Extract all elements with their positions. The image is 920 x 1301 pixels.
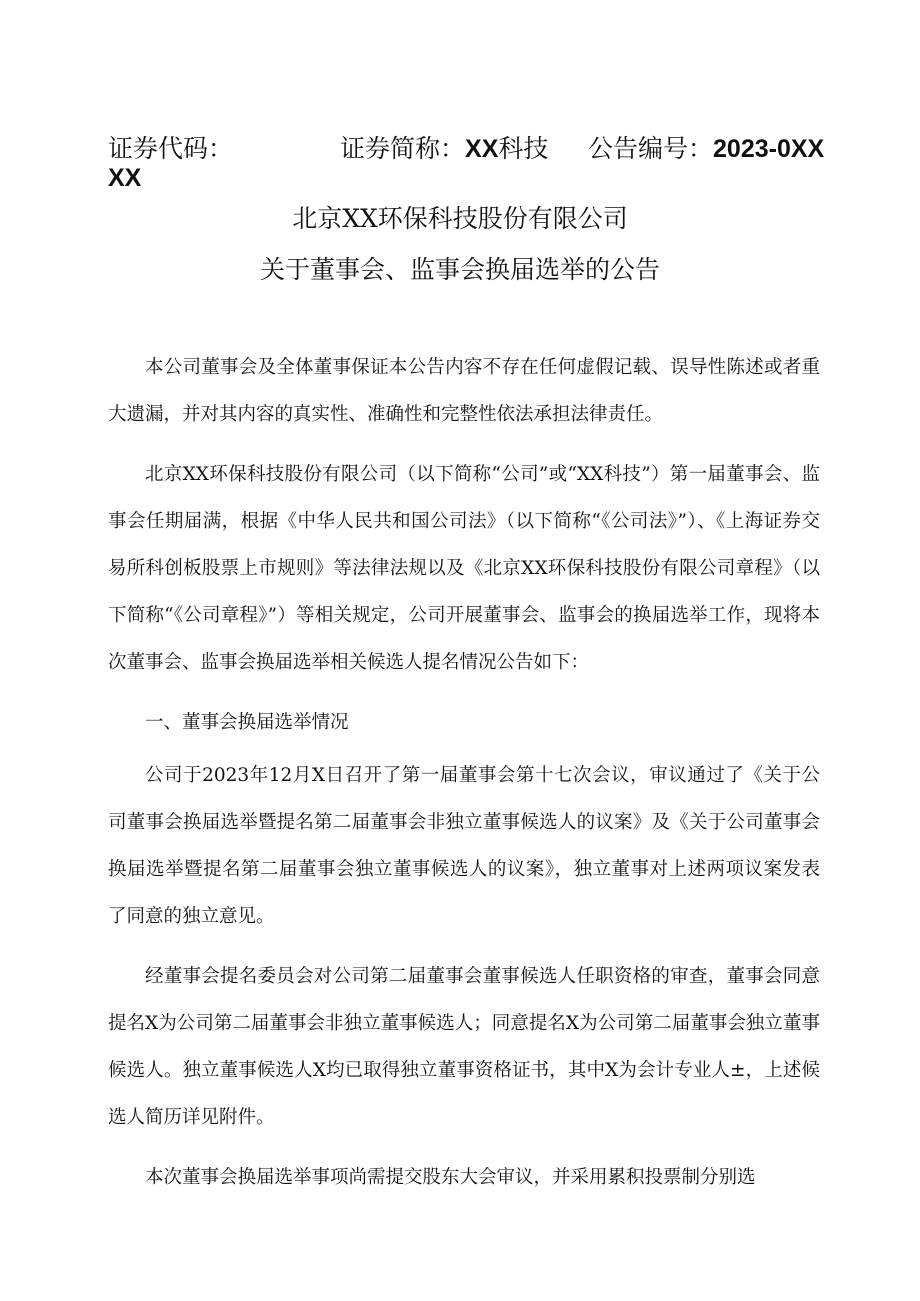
disclaimer-paragraph: 本公司董事会及全体董事保证本公告内容不存在任何虚假记载、误导性陈述或者重大遗漏，并对其内容的真实性、准确性和完整性依法承担法律责任。 (108, 357, 820, 425)
notice-number-wrap: XX (108, 164, 142, 192)
notice-number-value: 2023-0XX (713, 135, 825, 163)
nomination-paragraph: 经董事会提名委员会对公司第二届董事会董事候选人任职资格的审查，董事会同意提名X为公司第二届董事会非独立董事候选人；同意提名X为公司第二届董事会独立董事候选人。独立董事候选人X均已取得独立董事资格证书，其中X为会计专业人±，上述候选人简历详见附件。 (108, 966, 820, 1128)
notice-number (588, 134, 824, 164)
meeting-paragraph: 公司于2023年12月X日召开了第一届董事会第十七次会议，审议通过了《关于公司董事会换届选举暨提名第二届董事会非独立董事候选人的议案》及《关于公司董事会换届选举暨提名第二届董事会独立董事候选人的议案》，独立董事对上述两项议案发表了同意的独立意见。 (108, 765, 820, 927)
company-title: 北京XX环保科技股份有限公司 (292, 204, 628, 233)
security-name-suffix: 科技 (498, 134, 549, 163)
announcement-body (108, 344, 820, 1214)
security-name (340, 134, 588, 164)
announcement-title: 关于董事会、监事会换届选举的公告 (259, 255, 660, 284)
background-paragraph: 北京XX环保科技股份有限公司（以下简称“公司”或“XX科技”）第一届董事会、监事会任期届满，根据《中华人民共和国公司法》（以下简称“《公司法》”）、《上海证券交易所科创板股票上市规则》等法律法规以及《北京XX环保科技股份有限公司章程》（以下简称“《公司章程》”）等相关规定，公司开展董事会、监事会的换届选举工作，现将本次董事会、监事会换届选举相关候选人提名情况公告如下： (108, 464, 820, 673)
section-heading: 一、董事会换届选举情况 (145, 712, 349, 733)
security-info-line (108, 134, 828, 164)
security-name-value: XX (465, 135, 499, 163)
security-name-label: 证券简称： (340, 134, 466, 163)
security-code-label: 证券代码： (108, 134, 234, 163)
approval-paragraph: 本次董事会换届选举事项尚需提交股东大会审议，并采用累积投票制分别选 (145, 1167, 756, 1188)
notice-number-label: 公告编号： (588, 134, 714, 163)
